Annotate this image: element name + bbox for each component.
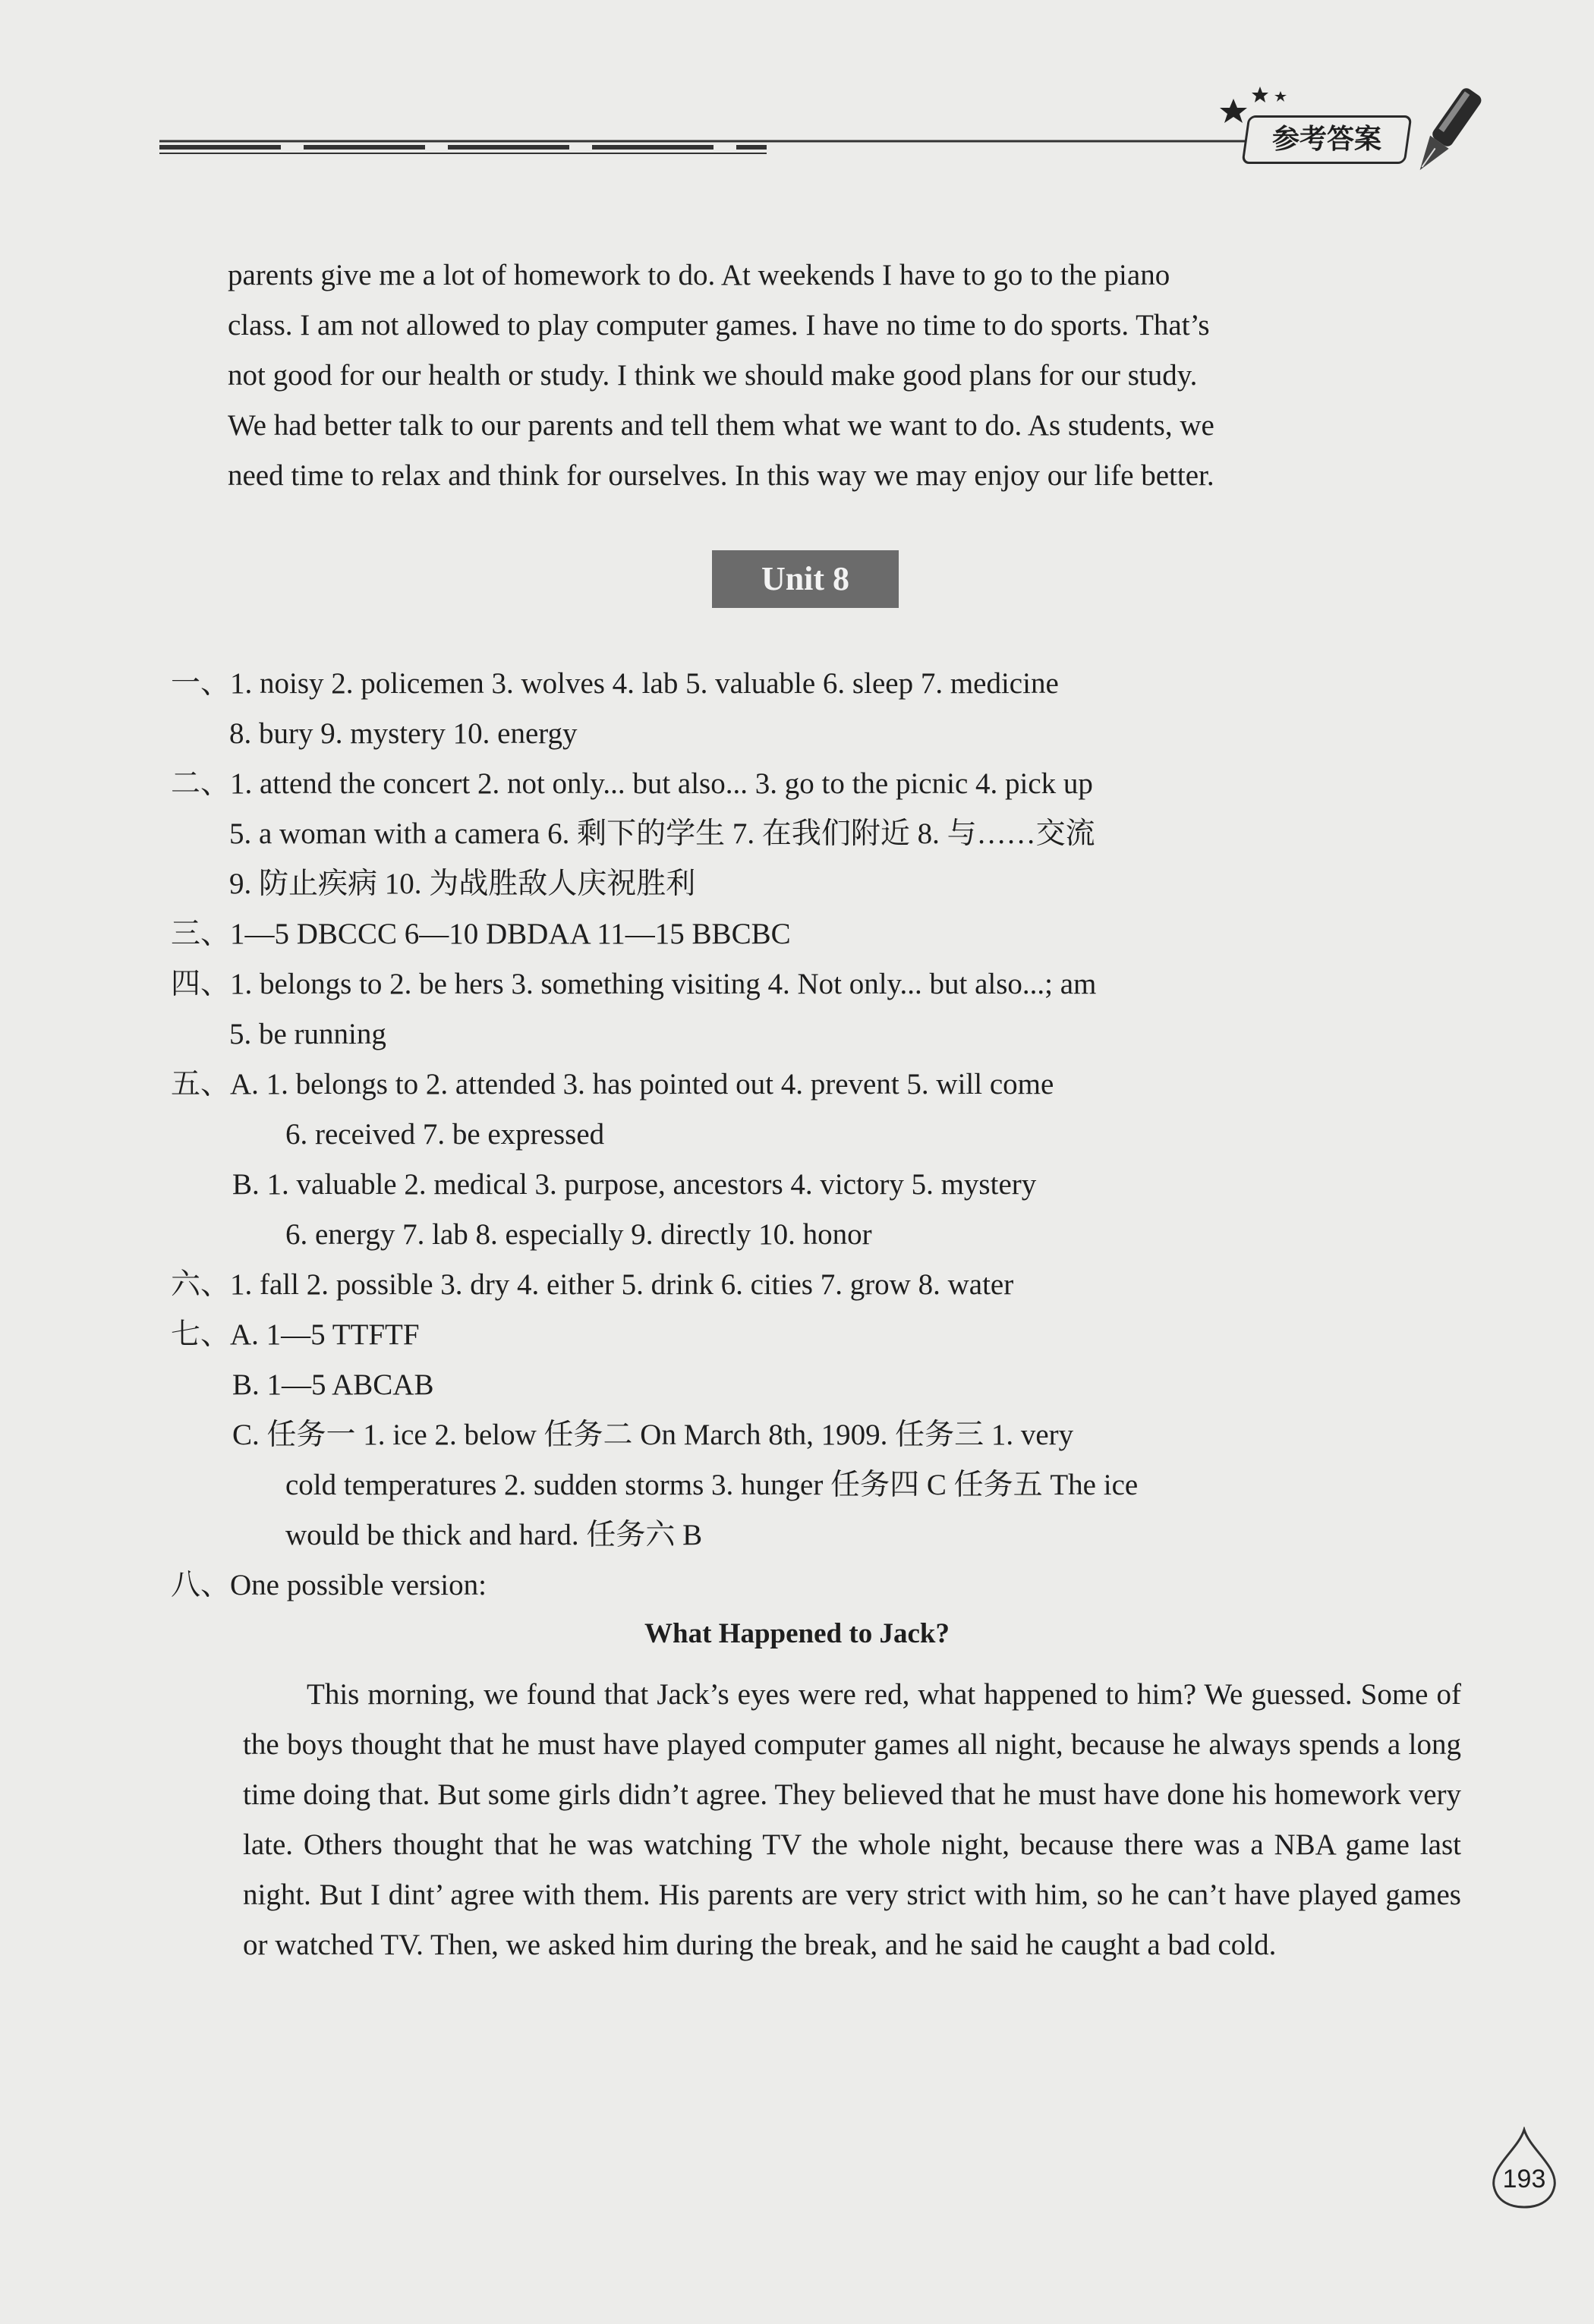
answer-line: 三、1—5 DBCCC 6—10 DBDAA 11—15 BBCBC [171,918,791,950]
badge-label: 参考答案 [1271,124,1381,155]
answer-line: C. 任务一 1. ice 2. below 任务二 On March 8th, 1909. 任务三 1. very [232,1419,1074,1451]
intro-line: need time to relax and think for ourselves. In this way we may enjoy our life better. [228,459,1214,492]
answer-line: 二、1. attend the concert 2. not only... but also... 3. go to the picnic 4. pick up [171,767,1093,800]
answer-line: 6. received 7. be expressed [285,1118,605,1151]
pen-icon [1404,83,1488,182]
answer-line: cold temperatures 2. sudden storms 3. hunger 任务四 C 任务五 The ice [285,1469,1139,1501]
answer-line: 5. a woman with a camera 6. 剩下的学生 7. 在我们附近 8. 与……交流 [229,817,1095,850]
answer-line: 五、A. 1. belongs to 2. attended 3. has pointed out 4. prevent 5. will come [171,1068,1054,1101]
answer-line: B. 1—5 ABCAB [232,1368,434,1401]
answer-line: 8. bury 9. mystery 10. energy [229,717,578,750]
answer-line: 七、A. 1—5 TTFTF [171,1318,420,1351]
answer-line: 八、One possible version: [171,1569,487,1601]
unit-title: Unit 8 [712,550,899,608]
essay-text: This morning, we found that Jack’s eyes were red, what happened to him? We guessed. Some of the boys thought that he must have played computer games all night, because he always spends a long time doing that. But some girls didn’t agree. They believed that he must have done his homework very late. Others thought that he was watching TV the whole night, because there was a NBA game last night. But I dint’ agree with them. His parents are very strict with him, so he can’t have played games or watched TV. Then, we asked him during the break, and he said he caught a bad cold. [243,1678,1461,1961]
answer-line: 一、1. noisy 2. policemen 3. wolves 4. lab 5. valuable 6. sleep 7. medicine [171,667,1059,700]
essay-title: What Happened to Jack? [644,1618,950,1649]
answer-line: 六、1. fall 2. possible 3. dry 4. either 5. drink 6. cities 7. grow 8. water [171,1268,1014,1301]
answer-line: 四、1. belongs to 2. be hers 3. something visiting 4. Not only... but also...; am [171,968,1097,1000]
answer-line: would be thick and hard. 任务六 B [285,1519,703,1551]
answer-line: 6. energy 7. lab 8. especially 9. directly 10. honor [285,1218,872,1251]
answer-key-badge [1242,115,1413,164]
intro-line: not good for our health or study. I think we should make good plans for our study. [228,359,1198,392]
page-number-badge [1488,2127,1561,2210]
page-number: 193 [1502,2165,1546,2193]
answer-line: 5. be running [229,1018,386,1050]
intro-line: parents give me a lot of homework to do. At weekends I have to go to the piano [228,259,1170,291]
answer-line: B. 1. valuable 2. medical 3. purpose, ancestors 4. victory 5. mystery [232,1168,1037,1201]
intro-line: We had better talk to our parents and tell them what we want to do. As students, we [228,409,1214,442]
intro-line: class. I am not allowed to play computer games. I have no time to do sports. That’s [228,309,1210,342]
answer-line: 9. 防止疾病 10. 为战胜敌人庆祝胜利 [229,868,696,900]
